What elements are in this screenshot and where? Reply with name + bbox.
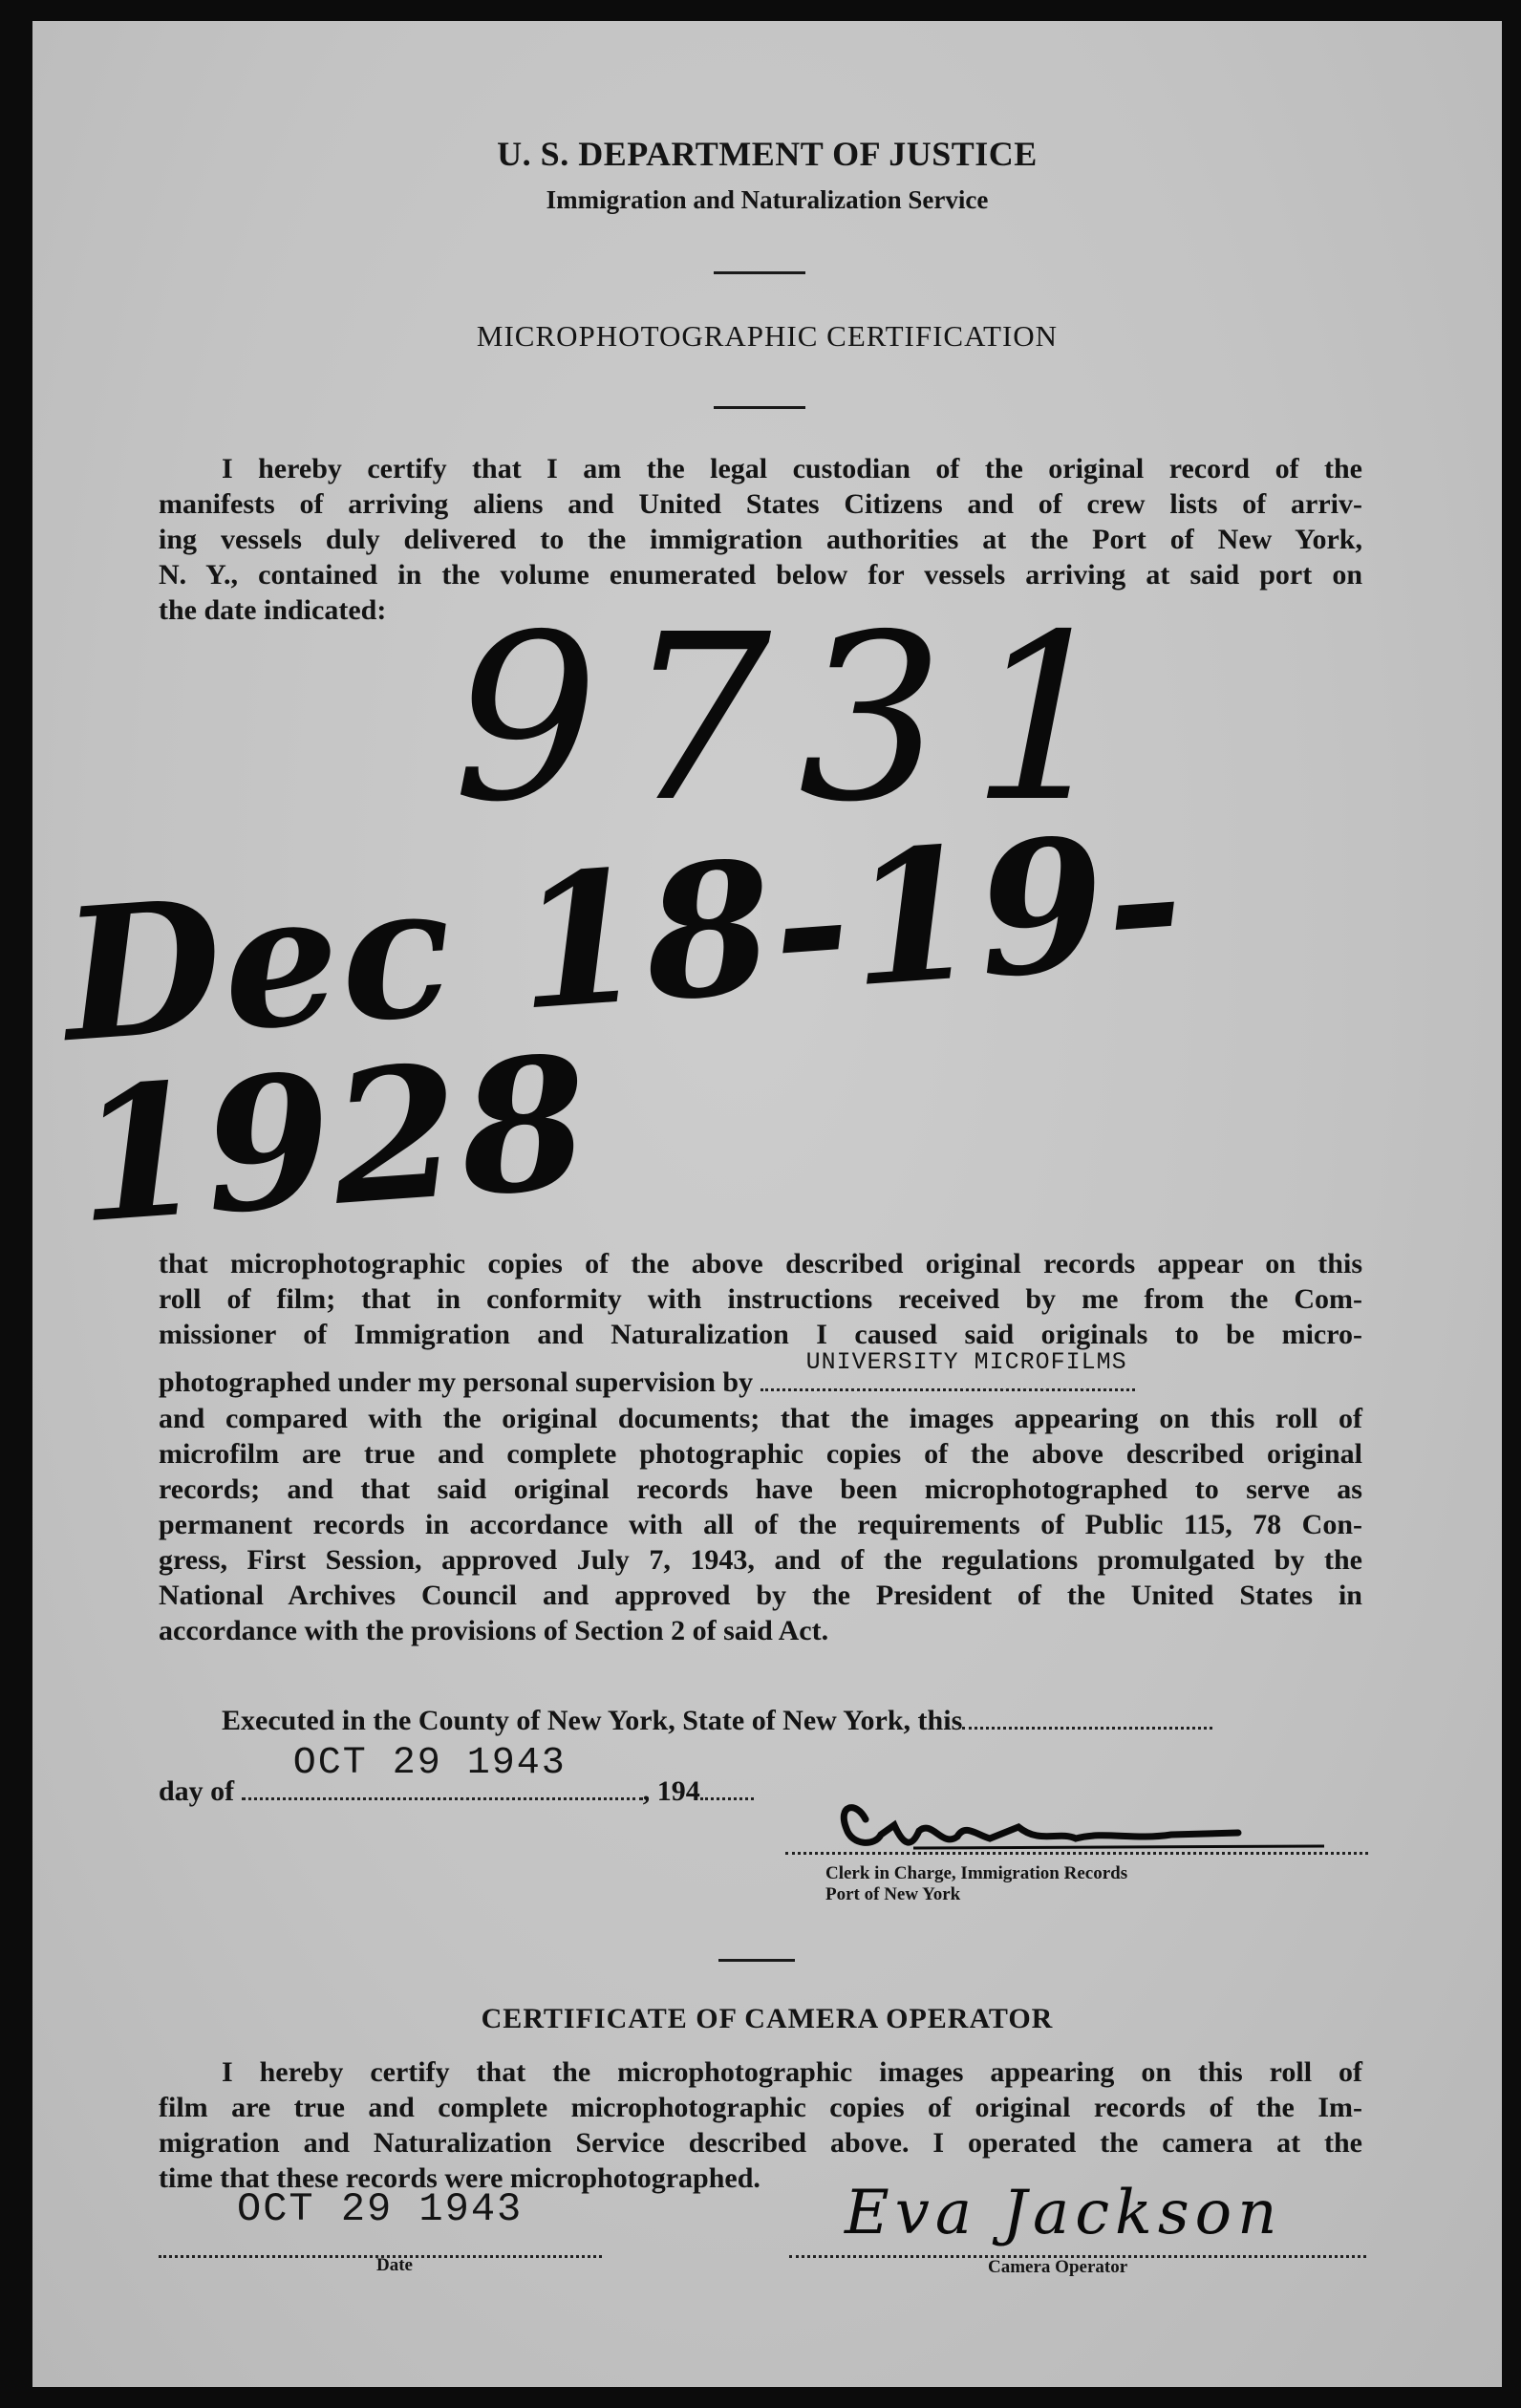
camera-line: time that these records were microphotographed. <box>159 2162 760 2194</box>
executed-line <box>222 1703 1212 1738</box>
body-line: that microphotographic copies of the above described original records appear on this <box>159 1248 1362 1279</box>
department-heading: U. S. DEPARTMENT OF JUSTICE <box>497 135 1038 173</box>
intro-line: I hereby certify that I am the legal custodian of the original record of the <box>222 453 1362 484</box>
operator-dotted-line <box>789 2236 1366 2258</box>
camera-line: film are true and complete microphotographic copies of original records of the Im- <box>159 2092 1362 2123</box>
service-subheading: Immigration and Naturalization Service <box>546 185 989 214</box>
body-line: records; and that said original records have been microphotographed to serve as <box>159 1473 1362 1505</box>
date-label: Date <box>376 2255 413 2275</box>
day-dotted-field <box>242 1742 643 1800</box>
executed-text: Executed in the County of New York, State of New York, this <box>222 1705 963 1736</box>
body-paragraph-continued <box>159 1401 1362 1648</box>
intro-line: ing vessels duly delivered to the immigration authorities at the Port of New York, <box>159 524 1362 555</box>
certification-title: MICROPHOTOGRAPHIC CERTIFICATION <box>476 319 1059 353</box>
body-line: missioner of Immigration and Naturalization I caused said originals to be micro- <box>159 1319 1362 1350</box>
executed-date-stamp: OCT 29 1943 <box>292 1742 567 1785</box>
year-label: , 194 <box>642 1775 700 1807</box>
intro-line: N. Y., contained in the volume enumerated below for vessels arriving at said port on <box>159 559 1362 591</box>
handwritten-volume-number: 9731 <box>453 585 1144 852</box>
divider <box>714 406 805 409</box>
camera-operator-label: Camera Operator <box>988 2257 1128 2277</box>
clerk-signature-line <box>785 1833 1368 1855</box>
handwritten-dates: Dec 18-19-1928 <box>56 791 1191 1264</box>
camera-paragraph <box>159 2054 1362 2196</box>
body-line: gress, First Session, approved July 7, 1943, and of the regulations promulgated by the <box>159 1544 1362 1576</box>
day-of-label: day of <box>159 1775 235 1807</box>
camera-line: migration and Naturalization Service described above. I operated the camera at the <box>159 2127 1362 2159</box>
supervision-stamp: UNIVERSITY MICROFILMS <box>805 1348 1127 1376</box>
body-line: accordance with the provisions of Section 2 of said Act. <box>159 1615 829 1646</box>
executed-dotted-field <box>962 1708 1212 1730</box>
body-line: permanent records in accordance with all of the requirements of Public 115, 78 Con- <box>159 1509 1362 1540</box>
year-dotted-field <box>700 1778 754 1800</box>
camera-line: I hereby certify that the microphotographic images appearing on this roll of <box>222 2056 1362 2088</box>
divider <box>718 1959 795 1962</box>
camera-operator-signature: Eva Jackson <box>845 2178 1283 2248</box>
supervision-prefix: photographed under my personal supervision by <box>159 1366 754 1398</box>
camera-date-stamp: OCT 29 1943 <box>237 2186 524 2232</box>
body-line: roll of film; that in conformity with instructions received by me from the Com- <box>159 1283 1362 1315</box>
body-line: and compared with the original documents; that the images appearing on this roll of <box>159 1403 1362 1434</box>
clerk-title-line-1: Clerk in Charge, Immigration Records <box>825 1863 1128 1883</box>
certificate-page <box>32 21 1502 2387</box>
clerk-title-line-2: Port of New York <box>825 1884 961 1904</box>
day-of-line <box>159 1742 754 1809</box>
intro-line: the date indicated: <box>159 594 387 626</box>
divider <box>714 271 805 274</box>
body-line: microfilm are true and complete photographic copies of the above described original <box>159 1438 1362 1470</box>
supervision-dotted-field <box>760 1348 1135 1391</box>
intro-line: manifests of arriving aliens and United States Citizens and of crew lists of arriv- <box>159 488 1362 520</box>
supervision-line <box>159 1348 1362 1400</box>
body-paragraph <box>159 1246 1362 1352</box>
body-line: National Archives Council and approved by the President of the United States in <box>159 1580 1362 1611</box>
camera-certificate-heading: CERTIFICATE OF CAMERA OPERATOR <box>481 2003 1054 2034</box>
